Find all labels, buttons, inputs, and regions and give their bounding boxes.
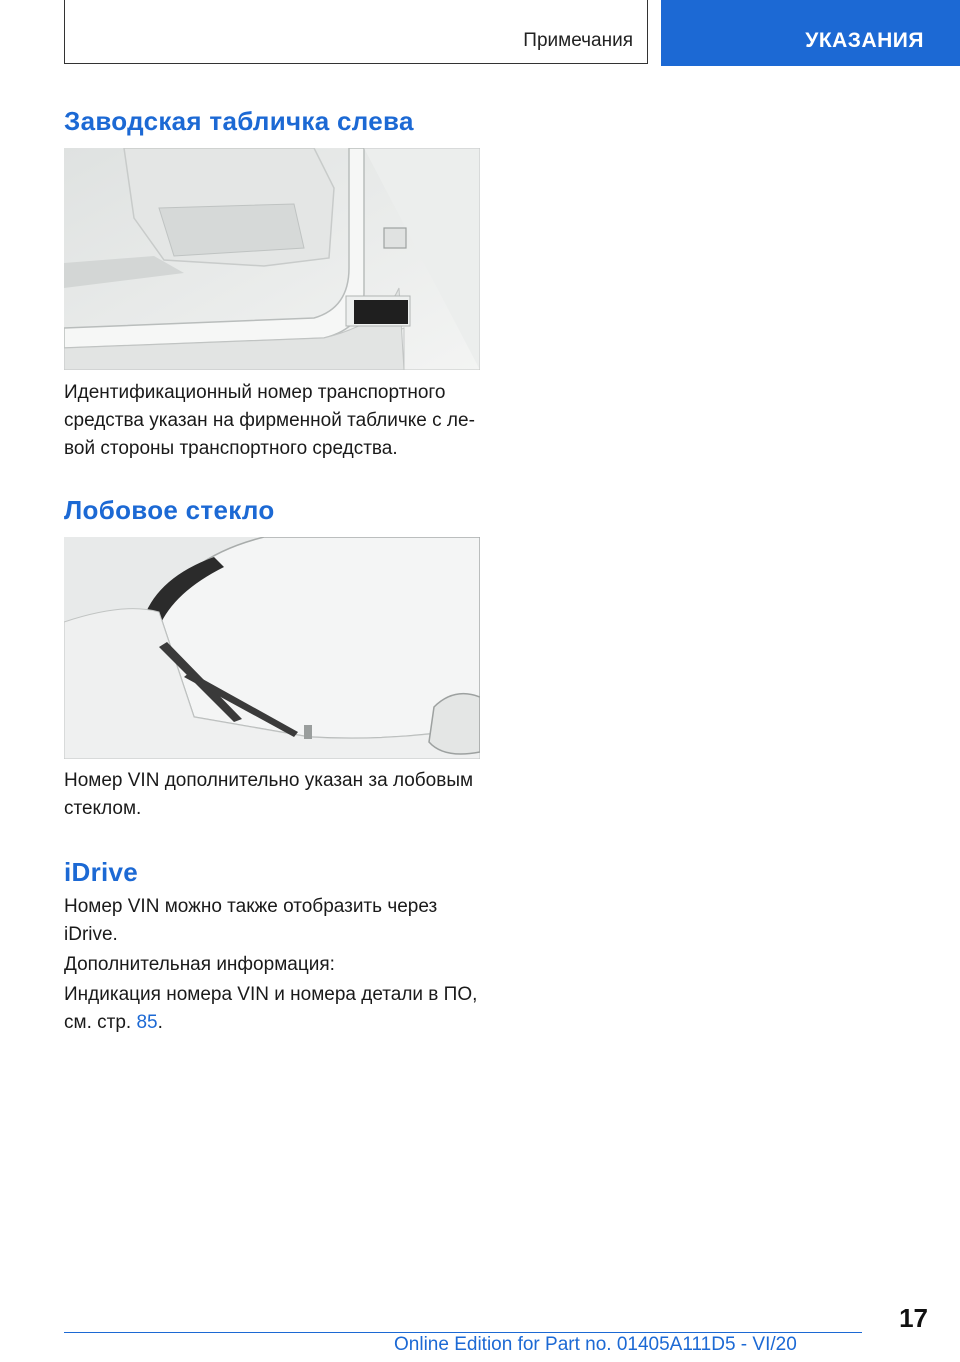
section-title-windshield: Лобовое стекло (64, 495, 275, 525)
header-section-tab (64, 0, 648, 64)
door-sill-illustration (64, 148, 480, 370)
page-number: 17 (899, 1303, 928, 1333)
footer-edition: Online Edition for Part no. 01405A111D5 - VI/20 (394, 1334, 797, 1355)
idrive-description: Номер VIN можно также отобразить через iDrive. (64, 896, 438, 945)
idrive-reference-text: Индикация номера VIN и номера детали в ПО, см. стр. (64, 984, 478, 1033)
footer-divider (64, 1332, 862, 1333)
idrive-reference (64, 981, 484, 1037)
section-title-idrive: iDrive (64, 857, 139, 887)
header-chapter-label: УКАЗАНИЯ (805, 29, 924, 52)
windshield-illustration (64, 537, 480, 759)
windshield-description: Номер VIN дополнительно указан за лобовым стеклом. (64, 770, 474, 819)
idrive-reference-end: . (157, 1012, 163, 1033)
idrive-more-info: Дополнительная информация: (64, 954, 335, 975)
plate-description: Идентификационный номер транспортного средства указан на фирменной табличке с ле-вой стороны транспортного средства. (64, 382, 475, 459)
header-section-label: Примечания (523, 30, 633, 51)
header-chapter-tab[interactable] (661, 0, 960, 66)
section-title-plate: Заводская табличка слева (64, 106, 414, 136)
page-link[interactable]: 85 (136, 1012, 158, 1033)
